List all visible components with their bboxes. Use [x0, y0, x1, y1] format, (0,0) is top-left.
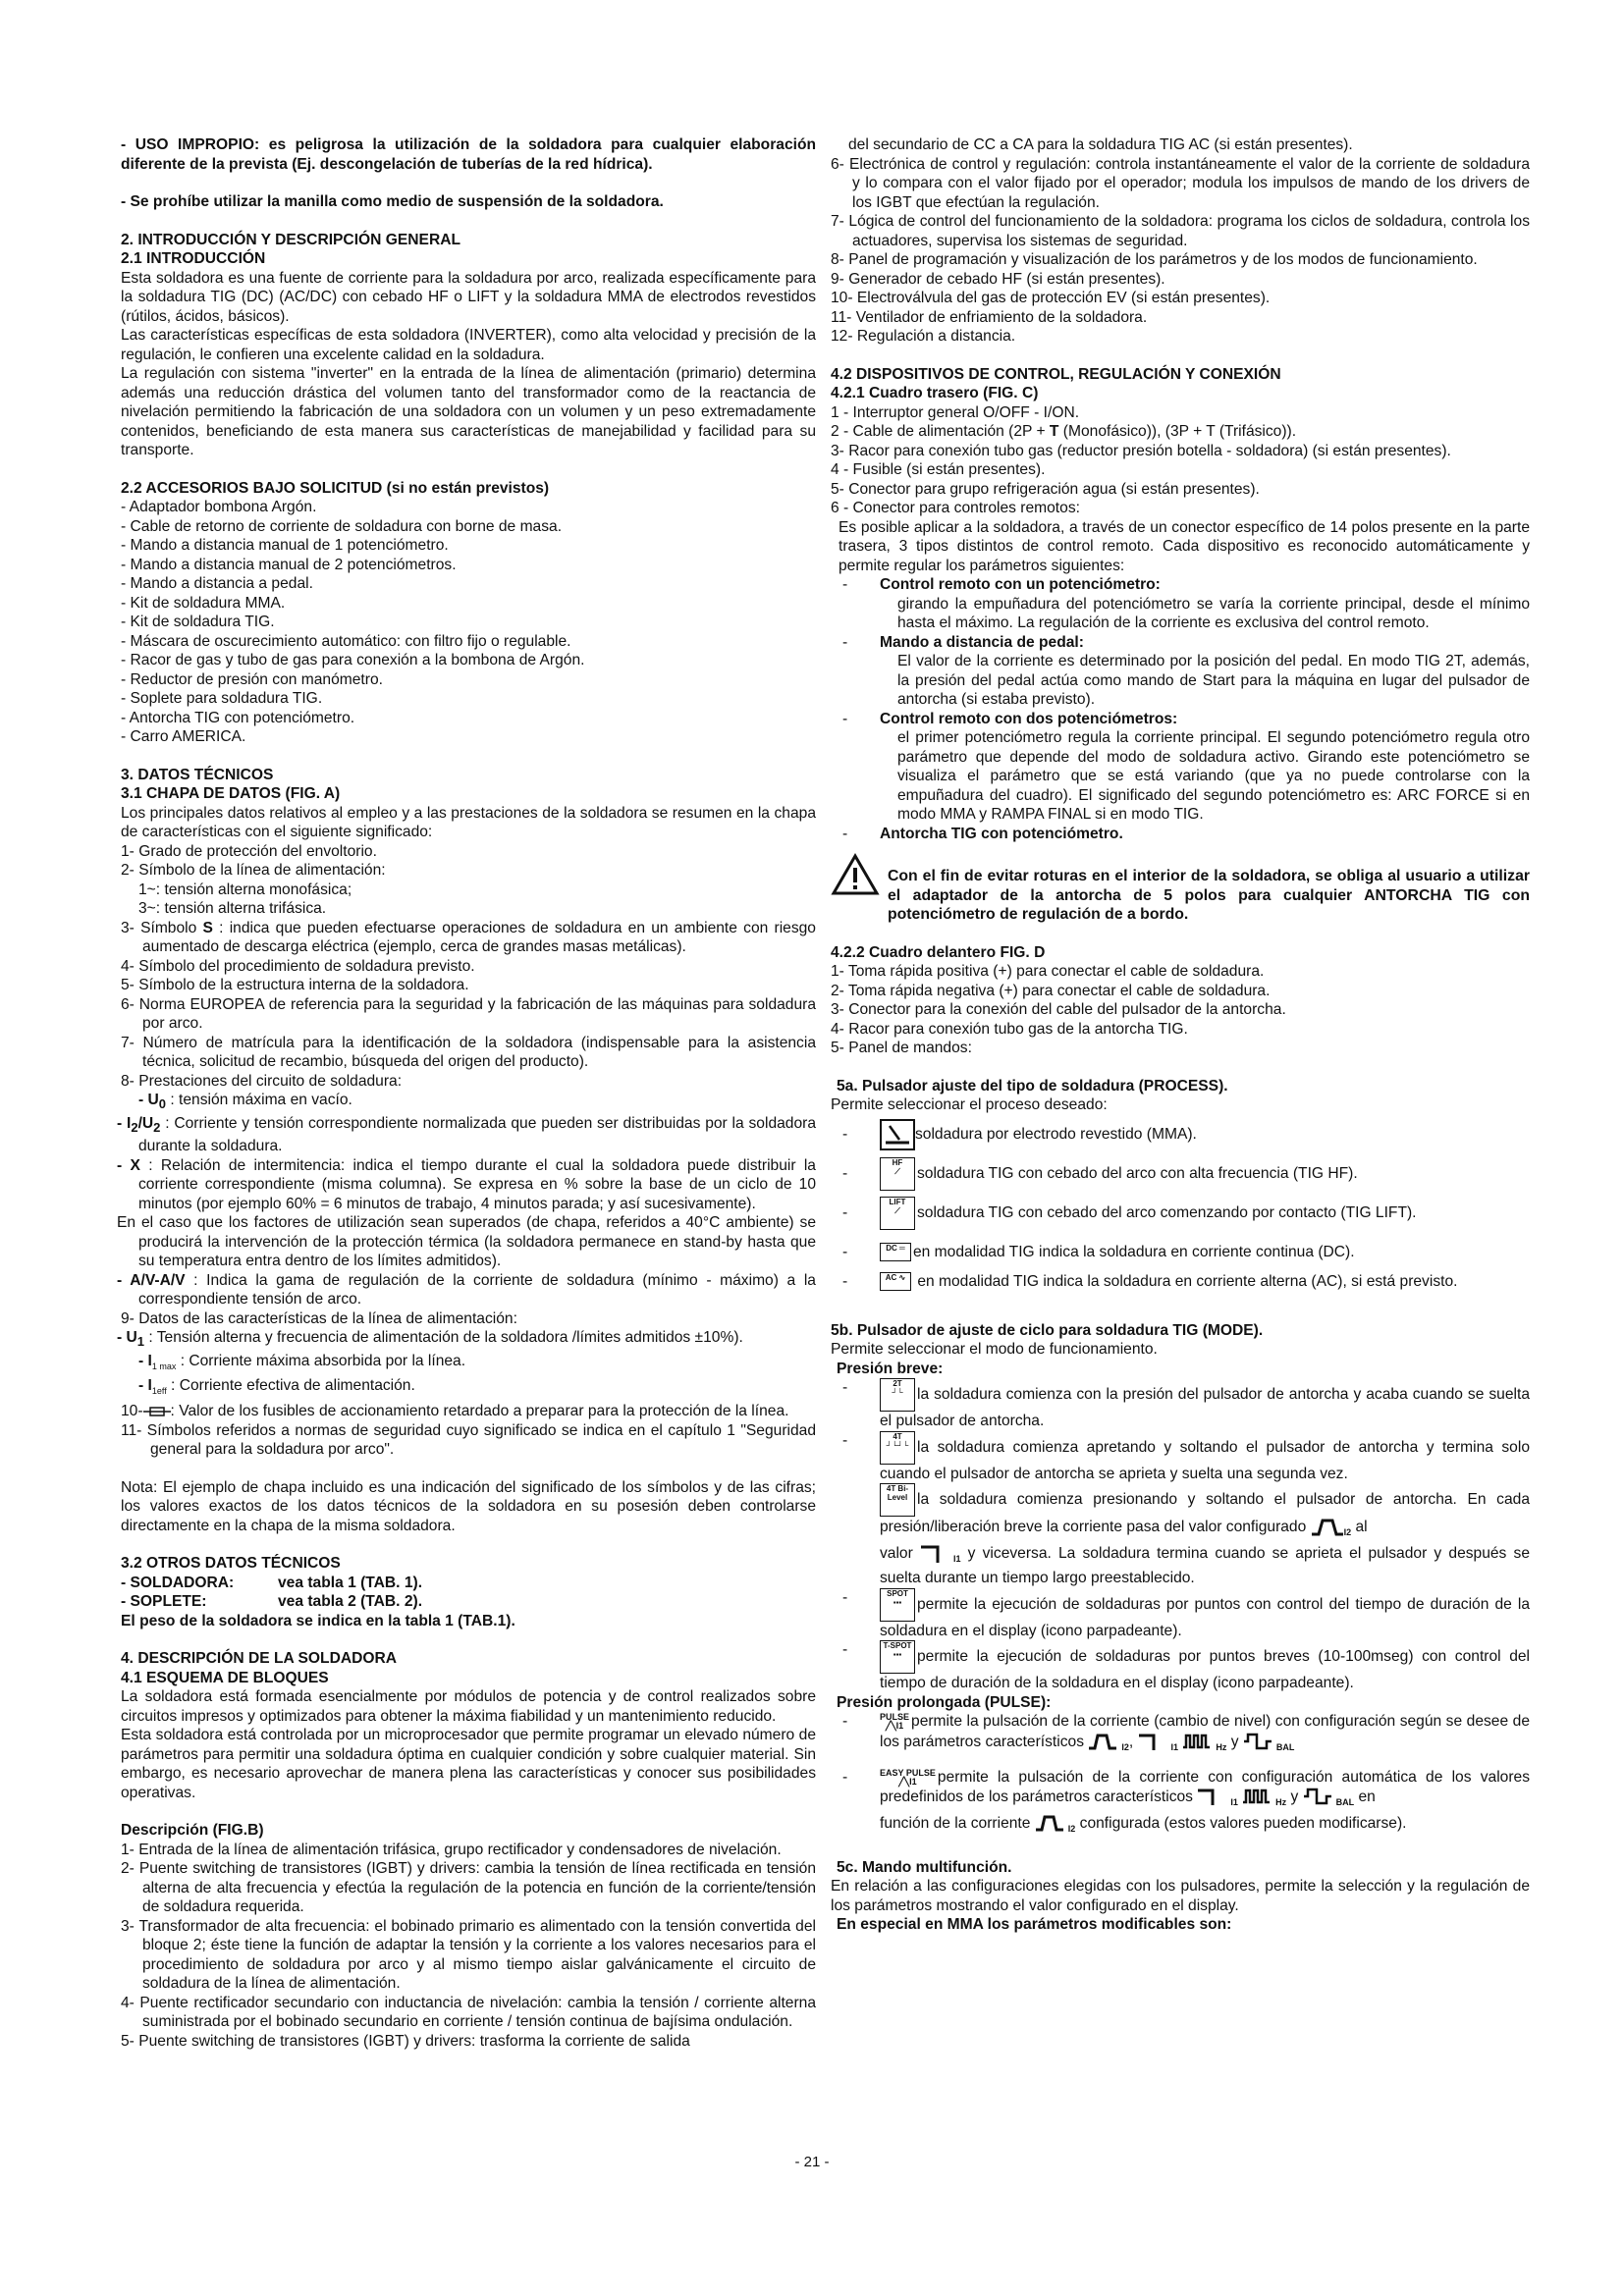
4t-icon: 4T ┘└┘└ [880, 1431, 915, 1465]
manilla-warning: - Se prohíbe utilizar la manilla como medio de suspensión de la soldadora. [121, 193, 664, 210]
pulse-icon: PULSE ╱╲I1 [880, 1712, 910, 1732]
list-item: 1- Toma rápida positiva (+) para conectar el cable de soldadura. [831, 963, 1265, 980]
list-item: 4 - Fusible (si están presentes). [831, 461, 1046, 478]
description-title: Descripción (FIG.B) [121, 1822, 264, 1840]
process-mma: - soldadura por electrodo revestido (MMA). [831, 1115, 1530, 1154]
list-item: 5- Símbolo de la estructura interna de la soldadora. [121, 977, 469, 993]
list-item: - Mando a distancia manual de 1 potenciómetro. [121, 537, 449, 554]
dc-icon: DC ═ [880, 1243, 911, 1261]
list-item: - Mando a distancia a pedal. [121, 575, 313, 592]
mode-4t: - 4T ┘└┘└ la soldadura comienza apretando y soltando el pulsador de antorcha y termina solo cuando el pulsador de antorcha se aprieta y suelta una segunda vez. [842, 1431, 1530, 1482]
tig-hf-icon: HF ⟋ [880, 1157, 915, 1191]
list-item: - Kit de soldadura TIG. [121, 614, 275, 630]
section-5c-title: 5c. Mando multifunción. [837, 1858, 1012, 1876]
mode-t-spot: - T-SPOT ▪▪▪ permite la ejecución de soldaduras por puntos breves (10-100mseg) con control del tiempo de duración de la soldadura en el display (icono parpadeante). [842, 1641, 1530, 1692]
2t-icon: 2T ┘└ [880, 1378, 915, 1412]
balance-icon [1243, 1732, 1276, 1753]
list-item: - Carro AMERICA. [121, 728, 246, 745]
i2-pulse-icon [1088, 1732, 1121, 1753]
section-4-2-title: 4.2 DISPOSITIVOS DE CONTROL, REGULACIÓN Y CONEXIÓN [831, 365, 1281, 383]
paragraph: La soldadora está formada esencialmente por módulos de potencia y de control realizados sobre circuitos impresos y optimizados para obtener la máxima fiabilidad y un mantenimiento reducido. [121, 1688, 816, 1725]
list-item: 10- : Valor de los fusibles de accionamiento retardado a preparar para la protección de la línea. [121, 1403, 789, 1420]
mode-pulse: - PULSE ╱╲I1 permite la pulsación de la corriente (cambio de nivel) con configuración según se desee de los parámetros característicos $_{I2}$, $_{I1}$ $_{Hz}$ y $_{BAL}$ [842, 1712, 1530, 1753]
list-item: - Antorcha TIG con potenciómetro. [121, 709, 355, 726]
list-item: - Mando a distancia manual de 2 potenciómetros. [121, 556, 457, 573]
section-3-2-title: 3.2 OTROS DATOS TÉCNICOS [121, 1555, 341, 1573]
section-3-1-title: 3.1 CHAPA DE DATOS (FIG. A) [121, 785, 341, 802]
list-item: 3- Racor para conexión tubo gas (reductor presión botella - soldadora) (si están presentes). [831, 442, 1451, 459]
section-3-title: 3. DATOS TÉCNICOS [121, 766, 274, 783]
list-item: 6- Electrónica de control y regulación: controla instantáneamente el valor de la corriente de soldadura y lo compara con el valor fijado por el operador; modula los impulsos de mando de los drivers de los IGBT que efectúan la regulación. [831, 155, 1530, 211]
list-subitem: - A/V-A/V : Indica la gama de regulación de la corriente de soldadura (mínimo - máximo) a la correspondiente tensión de arco. [117, 1271, 816, 1308]
list-item: - Kit de soldadura MMA. [121, 594, 286, 612]
process-dc: - DC ═ en modalidad TIG indica la soldadura en corriente continua (DC). [842, 1243, 1355, 1260]
list-subitem: En el caso que los factores de utilización sean superados (de chapa, referidos a 40°C ambiente) se producirá la intervención de la protección térmica (la soldadora permanece en stand-by hasta que su temperatura entra dentro de los límites admitidos). [117, 1214, 816, 1270]
tig-lift-icon: LIFT ⟋ [880, 1197, 915, 1230]
list-item: - Cable de retorno de corriente de soldadura con borne de masa. [121, 517, 563, 535]
list-item: 12- Regulación a distancia. [831, 328, 1016, 345]
list-item: 3- Símbolo S : indica que pueden efectuarse operaciones de soldadura en un ambiente con riesgo aumentado de descarga eléctrica (ejemplo, cerca de grandes masas metálicas). [121, 919, 816, 955]
list-item: 6- Norma EUROPEA de referencia para la seguridad y la fabricación de las máquinas para soldadura por arco. [121, 995, 816, 1032]
note: Nota: El ejemplo de chapa incluido es una indicación del significado de los símbolos y de las cifras; los valores exactos de los datos técnicos de la soldadora en su posesión deben controlarse directamente en la chapa de la misma soldadora. [121, 1478, 816, 1534]
paragraph: En relación a las configuraciones elegidas con los pulsadores, permite la selección y la regulación de los parámetros mostrando el valor configurado en el display. [831, 1878, 1530, 1914]
spot-icon: SPOT ▪▪▪ [880, 1588, 915, 1622]
list-item: 6 - Conector para controles remotos: [831, 500, 1080, 516]
uso-improprio: - USO IMPROPIO: es peligrosa la utilización de la soldadora para cualquier elaboración diferente de la prevista (Ej. descongelación de tuberías de la red hídrica). [121, 136, 816, 173]
paragraph: Las características específicas de esta soldadora (INVERTER), como alta velocidad y precisión de la regulación, le confieren una excelente calidad en la soldadura. [121, 327, 816, 363]
list-item: - Soplete para soldadura TIG. [121, 690, 323, 707]
list-subitem: - $I_2/U_2$ : Corriente y tensión correspondiente normalizada que pueden ser distribuidas por la soldadora durante la soldadura. [117, 1114, 816, 1155]
frequency-icon [1182, 1732, 1216, 1753]
i1-level-icon [1138, 1732, 1171, 1753]
list-item: 3- Transformador de alta frecuencia: el bobinado primario es alimentado con la tensión convertida del bloque 2; éste tiene la función de adaptar la tensión y la corriente a los valores necesarios para el procedimiento de soldadura por arco y al mismo tiempo aislar galvánicamente el circuito de soldadura de la línea de alimentación. [121, 1917, 816, 1993]
t-spot-icon: T-SPOT ▪▪▪ [880, 1640, 915, 1674]
list-item: 8- Panel de programación y visualización de los parámetros y de los modos de funcionamiento. [831, 251, 1478, 268]
list-item: 9- Generador de cebado HF (si están presentes). [831, 270, 1165, 288]
paragraph: Es posible aplicar a la soldadora, a través de un conector específico de 14 polos presente en la parte trasera, 3 tipos distintos de control remoto. Cada dispositivo es reconocido automáticamente y permite regular los parámetros siguientes: [839, 518, 1530, 574]
list-subitem: - $U_1$ : Tensión alterna y frecuencia de alimentación de la soldadora /límites admitidos ±10%). [117, 1329, 743, 1350]
list-item: 4- Símbolo del procedimiento de soldadura previsto. [121, 957, 475, 975]
fuse-icon [143, 1406, 171, 1417]
list-item: 1 - Interruptor general O/OFF - I/ON. [831, 403, 1080, 421]
warning-block: Con el fin de evitar roturas en el interior de la soldadora, se obliga al usuario a utilizar el adaptador de la antorcha de 5 polos para cualquier ANTORCHA TIG con potenciómetro de regulación de a bordo. [831, 853, 1530, 925]
list-subitem: - $U_0$ : tensión máxima en vacío. [138, 1092, 352, 1112]
tech-data-row: - SOPLETE: vea tabla 2 (TAB. 2). [121, 1593, 423, 1611]
section-4-title: 4. DESCRIPCIÓN DE LA SOLDADORA [121, 1650, 397, 1668]
page-number: - 21 - [794, 2154, 830, 2170]
mode-2t: - 2T ┘└ la soldadura comienza con la presión del pulsador de antorcha y acaba cuando se suelta el pulsador de antorcha. [842, 1379, 1530, 1429]
list-item: - Máscara de oscurecimiento automático: con filtro fijo o regulable. [121, 632, 571, 650]
section-5a-title: 5a. Pulsador ajuste del tipo de soldadura (PROCESS). [837, 1077, 1228, 1095]
mode-spot: - SPOT ▪▪▪ permite la ejecución de soldaduras por puntos con control del tiempo de duración de la soldadura en el display (icono parpadeante). [842, 1588, 1530, 1639]
list-item: - Adaptador bombona Argón. [121, 499, 317, 515]
i2-pulse-icon [1311, 1517, 1344, 1538]
list-subitem: 1~: tensión alterna monofásica; [138, 881, 352, 898]
paragraph: Los principales datos relativos al empleo y a las prestaciones de la soldadora se resumen en la chapa de características con el siguiente significado: [121, 804, 816, 840]
remote-control-4: - Antorcha TIG con potenciómetro. [842, 825, 1123, 842]
list-item: 9- Datos de las características de la línea de alimentación: [121, 1309, 517, 1327]
mode-bilevel: 4T Bi-Level la soldadura comienza presionando y soltando el pulsador de antorcha. En cada presión/liberación breve la corriente pasa del valor configurado $_{I2}$ al valor $_{I1}$ y viceversa. La soldadura termina cuando se aprieta el pulsador y después se suelta durante un tiempo largo preestablecido. [880, 1484, 1530, 1587]
paragraph: Permite seleccionar el proceso deseado: [831, 1096, 1108, 1113]
list-item: 2- Símbolo de la línea de alimentación: [121, 862, 386, 879]
list-item-continuation: del secundario de CC a CA para la soldadura TIG AC (si están presentes). [848, 136, 1353, 153]
list-item: 2- Puente switching de transistores (IGBT) y drivers: cambia la tensión de línea rectificada en tensión alterna de alta frecuencia y efectúa la regulación de la potencia en función de la corriente/tensión de soldadura requerida. [121, 1860, 816, 1916]
easy-pulse-icon: EASY PULSE ╱╲I1 [880, 1767, 936, 1787]
right-column [831, 135, 1530, 1935]
tech-data-row: - SOLDADORA: vea tabla 1 (TAB. 1). [121, 1574, 423, 1591]
remote-control-3: - Control remoto con dos potenciómetros: el primer potenciómetro regula la corriente principal. El segundo potenciómetro regula otro parámetro que depende del modo de soldadura activo. Girando este potenciómetro se visualiza el parámetro que se está variando (que ya no puede controlarse con la empuñadura del cuadro). El significado del segundo potenciómetro es: ARC FORCE si en modo MMA y RAMPA FINAL si en modo TIG. [842, 710, 1530, 823]
paragraph: La regulación con sistema "inverter" en la entrada de la línea de alimentación (primario) determina además una reducción drástica del volumen tanto del transformador como de la reactancia de nivelación permitiendo la fabricación de una soldadora con un volumen y un peso extremadamente contenidos, beneficiando de esta manera sus características de manejabilidad y facilidad para su transporte. [121, 365, 816, 458]
list-subitem: 3~: tensión alterna trifásica. [138, 900, 327, 917]
bilevel-icon: 4T Bi-Level [880, 1483, 915, 1517]
mode-easy-pulse: - EASY PULSE ╱╲I1 permite la pulsación de la corriente con configuración automática de los valores predefinidos de los parámetros característicos $_{I1}$ $_{Hz}$ y $_{BAL}$ en función de la corriente $_{I2}$ configurada (estos valores pueden modificarse). [842, 1767, 1530, 1835]
remote-control-1: - Control remoto con un potenciómetro: girando la empuñadura del potenciómetro se varía la corriente principal, desde el mínimo hasta el máximo. La regulación de la corriente es exclusiva del control remoto. [842, 576, 1530, 631]
section-2-1-title: 2.1 INTRODUCCIÓN [121, 250, 266, 267]
list-item: 10- Electroválvula del gas de protección EV (si están presentes). [831, 290, 1271, 306]
list-item: 8- Prestaciones del circuito de soldadura: [121, 1072, 403, 1090]
paragraph: Esta soldadora es una fuente de corriente para la soldadura por arco, realizada específicamente para la soldadura TIG (DC) (AC/DC) con cebado HF o LIFT y la soldadura MMA de electrodos revestidos (rútilos, ácidos, básicos). [121, 269, 816, 325]
accessories-list [121, 498, 816, 747]
left-column [117, 135, 816, 2051]
list-item: 2- Toma rápida negativa (+) para conectar el cable de soldadura. [831, 982, 1271, 999]
list-item: 5- Puente switching de transistores (IGBT) y drivers: trasforma la corriente de salida [121, 2032, 690, 2050]
section-4-1-title: 4.1 ESQUEMA DE BLOQUES [121, 1669, 329, 1686]
i1-level-icon [1197, 1787, 1230, 1808]
section-2-2-title: 2.2 ACCESORIOS BAJO SOLICITUD (si no están previstos) [121, 479, 550, 497]
list-item: 4- Puente rectificador secundario con inductancia de nivelación: cambia la tensión / corriente alterna suministrada por el bobinado secundario en corriente / tensión continua de bajísima ondulación. [121, 1994, 816, 2031]
list-item: 11- Símbolos referidos a normas de seguridad cuyo significado se indica en el capítulo 1 "Seguridad general para la soldadura por arco". [121, 1421, 816, 1459]
list-item: 1- Entrada de la línea de alimentación trifásica, grupo rectificador y condensadores de nivelación. [121, 1841, 782, 1858]
paragraph: Esta soldadora está controlada por un microprocesador que permite programar un elevado número de parámetros para permitir una soldadura óptima en cualquier condición y sobre cualquier material. Sin embargo, es necesario aprovechar de manera plena las características y conocer sus posibilidades operativas. [121, 1727, 816, 1801]
section-4-2-2-title: 4.2.2 Cuadro delantero FIG. D [831, 943, 1046, 961]
remote-control-2: - Mando a distancia de pedal: El valor de la corriente es determinado por la posición del pedal. En modo TIG 2T, además, la presión del pedal actúa como mando de Start para la máquina en lugar del pulsador de antorcha (si estaba previsto). [842, 633, 1530, 708]
section-2-title: 2. INTRODUCCIÓN Y DESCRIPCIÓN GENERAL [121, 231, 460, 248]
process-tig-lift: - LIFT ⟋ soldadura TIG con cebado del arco comenzando por contacto (TIG LIFT). [831, 1194, 1530, 1233]
list-item: 3- Conector para la conexión del cable del pulsador de la antorcha. [831, 1001, 1286, 1018]
section-5b-title: 5b. Pulsador de ajuste de ciclo para soldadura TIG (MODE). [831, 1321, 1264, 1339]
warning-triangle-icon [831, 853, 880, 896]
list-item: 2 - Cable de alimentación (2P + T (Monofásico)), (3P + T (Trifásico)). [831, 423, 1297, 440]
i1-level-icon [920, 1543, 953, 1565]
list-item: 5- Conector para grupo refrigeración agua (si están presentes). [831, 480, 1260, 498]
list-item: - Racor de gas y tubo de gas para conexión a la bombona de Argón. [121, 652, 585, 668]
mma-params-title: En especial en MMA los parámetros modificables son: [837, 1916, 1232, 1934]
list-item: 4- Racor para conexión tubo gas de la antorcha TIG. [831, 1020, 1188, 1038]
electrode-icon [880, 1119, 915, 1150]
list-subitem: - X : Relación de intermitencia: indica el tiempo durante el cual la soldadora puede distribuir la corriente correspondiente (misma columna). Se expresa en % sobre la base de un ciclo de 10 minutos (por ejemplo 60% = 6 minutos de trabajo, 4 minutos parada; y así sucesivamente). [117, 1156, 816, 1212]
process-tig-hf: - HF ⟋ soldadura TIG con cebado del arco con alta frecuencia (TIG HF). [831, 1154, 1530, 1194]
paragraph: Permite seleccionar el modo de funcionamiento. [831, 1341, 1158, 1358]
process-ac: - AC ∿ en modalidad TIG indica la soldadura en corriente alterna (AC), si está previsto. [842, 1272, 1458, 1290]
short-press-title: Presión breve: [837, 1360, 944, 1377]
i2-pulse-icon [1035, 1813, 1068, 1835]
list-item: 5- Panel de mandos: [831, 1040, 972, 1056]
list-item: - Reductor de presión con manómetro. [121, 670, 383, 688]
list-item: 7- Lógica de control del funcionamiento de la soldadora: programa los ciclos de soldadura, controla los actuadores, supervisa los sistemas de seguridad. [831, 213, 1530, 249]
ac-icon: AC ∿ [880, 1272, 911, 1291]
list-item: 11- Ventilador de enfriamiento de la soldadora. [831, 308, 1148, 326]
list-item: 1- Grado de protección del envoltorio. [121, 842, 377, 860]
long-press-title: Presión prolongada (PULSE): [837, 1693, 1052, 1711]
list-subitem: - $I_{1 max}$ : Corriente máxima absorbida por la línea. [138, 1352, 466, 1371]
section-4-2-1-title: 4.2.1 Cuadro trasero (FIG. C) [831, 385, 1039, 401]
list-subitem: - $I_{1eff}$ : Corriente efectiva de alimentación. [138, 1377, 415, 1397]
frequency-icon [1242, 1787, 1275, 1808]
weight-note: El peso de la soldadora se indica en la tabla 1 (TAB.1). [121, 1612, 515, 1629]
list-item: 7- Número de matrícula para la identificación de la soldadora (indispensable para la asistencia técnica, solicitud de recambio, búsqueda del origen del producto). [121, 1034, 816, 1070]
balance-icon [1303, 1787, 1336, 1808]
